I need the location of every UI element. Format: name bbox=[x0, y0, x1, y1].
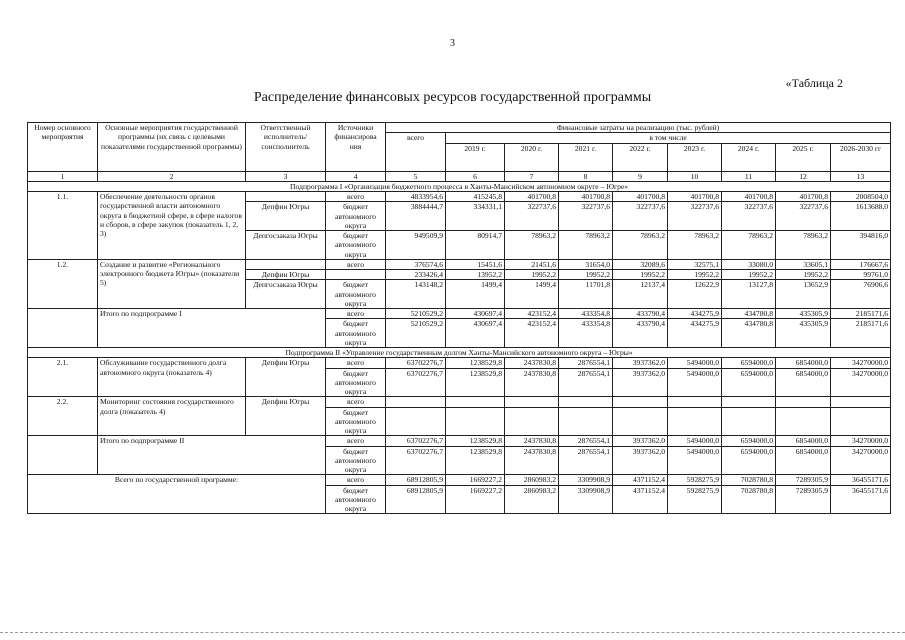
value-cell: 13952,2 bbox=[446, 270, 505, 280]
value-cell: 78963,2 bbox=[722, 231, 776, 260]
value-cell: 33080,0 bbox=[722, 259, 776, 269]
value-cell: 12622,9 bbox=[668, 280, 722, 309]
value-cell: 401700,8 bbox=[613, 192, 668, 202]
value-cell: 4371152,4 bbox=[613, 485, 668, 514]
value-cell: 6594000,0 bbox=[722, 358, 776, 368]
value-cell: 2876554,1 bbox=[559, 358, 613, 368]
source-cell: бюджет автономного округа bbox=[326, 319, 386, 348]
value-cell: 2437830,8 bbox=[505, 368, 559, 397]
value-cell: 2185171,6 bbox=[831, 309, 891, 319]
table-label: «Таблица 2 bbox=[785, 76, 843, 90]
source-cell: всего bbox=[326, 192, 386, 202]
value-cell: 1238529,8 bbox=[446, 436, 505, 446]
activity-name: Создание и развитие «Регионального электронного бюджета Югры» (показатели 5) bbox=[98, 259, 246, 308]
activity-name: Обеспечение деятельности органов государственной власти автономного округа в бюджетной сфере, в сфере налогов и сборов, в сфере закупок (показатель 1, 2, 3) bbox=[98, 192, 246, 260]
value-cell: 430697,4 bbox=[446, 309, 505, 319]
value-cell: 19952,2 bbox=[722, 270, 776, 280]
value-cell: 1669227,2 bbox=[446, 485, 505, 514]
value-cell: 322737,6 bbox=[559, 202, 613, 231]
value-cell: 12137,4 bbox=[613, 280, 668, 309]
value-cell: 2860983,2 bbox=[505, 475, 559, 485]
value-cell: 322737,6 bbox=[722, 202, 776, 231]
header-number: Номер основного мероприятия bbox=[28, 123, 98, 172]
page-number: 3 bbox=[450, 38, 455, 49]
value-cell: 78963,2 bbox=[613, 231, 668, 260]
value-cell: 34270000,0 bbox=[831, 368, 891, 397]
value-cell: 322737,6 bbox=[668, 202, 722, 231]
value-cell: 1499,4 bbox=[505, 280, 559, 309]
value-cell: 34270000,0 bbox=[831, 358, 891, 368]
value-cell: 5494000,0 bbox=[668, 446, 722, 475]
value-cell: 949509,9 bbox=[386, 231, 446, 260]
column-index: 1 bbox=[28, 171, 98, 181]
column-index: 3 bbox=[246, 171, 326, 181]
value-cell: 6594000,0 bbox=[722, 436, 776, 446]
value-cell: 6854000,0 bbox=[776, 368, 831, 397]
source-cell: всего bbox=[326, 309, 386, 319]
table-row bbox=[28, 358, 891, 368]
value-cell: 4833954,6 bbox=[386, 192, 446, 202]
activity-number bbox=[28, 309, 98, 348]
value-cell: 322737,6 bbox=[776, 202, 831, 231]
value-cell: 1669227,2 bbox=[446, 475, 505, 485]
value-cell: 13127,8 bbox=[722, 280, 776, 309]
source-cell: бюджет автономного округа bbox=[326, 231, 386, 260]
header-executor: Ответственный исполнитель/ соисполнитель bbox=[246, 123, 326, 172]
value-cell: 5494000,0 bbox=[668, 436, 722, 446]
value-cell: 5928275,9 bbox=[668, 485, 722, 514]
value-cell: 394816,0 bbox=[831, 231, 891, 260]
header-year: 2026-2030 гг bbox=[831, 143, 891, 171]
value-cell: 78963,2 bbox=[559, 231, 613, 260]
value-cell: 233426,4 bbox=[386, 270, 446, 280]
value-cell: 7028780,8 bbox=[722, 485, 776, 514]
column-index: 9 bbox=[613, 171, 668, 181]
value-cell: 21451,6 bbox=[505, 259, 559, 269]
value-cell: 4371152,4 bbox=[613, 475, 668, 485]
value-cell: 19952,2 bbox=[776, 270, 831, 280]
value-cell: 6854000,0 bbox=[776, 446, 831, 475]
value-cell: 6854000,0 bbox=[776, 358, 831, 368]
source-cell: бюджет автономного округа bbox=[326, 446, 386, 475]
source-cell: бюджет автономного округа bbox=[326, 202, 386, 231]
value-cell: 3937362,0 bbox=[613, 436, 668, 446]
header-including: в том числе bbox=[446, 133, 891, 143]
column-index: 8 bbox=[559, 171, 613, 181]
source-cell: бюджет автономного округа bbox=[326, 280, 386, 309]
header-year: 2023 г. bbox=[668, 143, 722, 171]
source-cell bbox=[326, 270, 386, 280]
value-cell: 1499,4 bbox=[446, 280, 505, 309]
table-row bbox=[28, 475, 891, 485]
value-cell: 434275,9 bbox=[668, 309, 722, 319]
value-cell: 434275,9 bbox=[668, 319, 722, 348]
value-cell: 3309908,9 bbox=[559, 475, 613, 485]
value-cell: 19952,2 bbox=[668, 270, 722, 280]
value-cell: 19952,2 bbox=[613, 270, 668, 280]
table-row bbox=[28, 436, 891, 446]
value-cell: 36455171,6 bbox=[831, 475, 891, 485]
column-index: 13 bbox=[831, 171, 891, 181]
value-cell: 376574,6 bbox=[386, 259, 446, 269]
executor-cell: Депфин Югры bbox=[246, 202, 326, 231]
value-cell: 76906,6 bbox=[831, 280, 891, 309]
activity-number: 1.2. bbox=[28, 259, 98, 308]
column-index: 7 bbox=[505, 171, 559, 181]
value-cell: 78963,2 bbox=[668, 231, 722, 260]
value-cell: 176667,6 bbox=[831, 259, 891, 269]
value-cell: 3884444,7 bbox=[386, 202, 446, 231]
executor-cell bbox=[246, 259, 326, 269]
value-cell: 3937362,0 bbox=[613, 446, 668, 475]
value-cell: 433790,4 bbox=[613, 309, 668, 319]
activity-number: 2.2. bbox=[28, 397, 98, 436]
value-cell: 32575,1 bbox=[668, 259, 722, 269]
value-cell: 7028780,8 bbox=[722, 475, 776, 485]
value-cell: 2876554,1 bbox=[559, 446, 613, 475]
value-cell: 423152,4 bbox=[505, 319, 559, 348]
value-cell: 1238529,8 bbox=[446, 368, 505, 397]
value-cell: 433790,4 bbox=[613, 319, 668, 348]
value-cell: 80914,7 bbox=[446, 231, 505, 260]
value-cell: 434780,8 bbox=[722, 319, 776, 348]
subtotal-label: Итого по подпрограмме II bbox=[98, 436, 326, 475]
value-cell: 2437830,8 bbox=[505, 436, 559, 446]
value-cell: 5494000,0 bbox=[668, 368, 722, 397]
value-cell: 1238529,8 bbox=[446, 358, 505, 368]
value-cell: 36455171,6 bbox=[831, 485, 891, 514]
header-year: 2024 г. bbox=[722, 143, 776, 171]
value-cell: 5210529,2 bbox=[386, 309, 446, 319]
value-cell: 34270000,0 bbox=[831, 446, 891, 475]
column-index: 4 bbox=[326, 171, 386, 181]
value-cell: 334331,1 bbox=[446, 202, 505, 231]
executor-cell: Депфин Югры bbox=[246, 397, 326, 436]
value-cell: 322737,6 bbox=[505, 202, 559, 231]
value-cell: 415245,8 bbox=[446, 192, 505, 202]
financial-resources-table bbox=[27, 122, 891, 514]
value-cell: 68912805,9 bbox=[386, 485, 446, 514]
column-index: 5 bbox=[386, 171, 446, 181]
value-cell: 31654,0 bbox=[559, 259, 613, 269]
column-index: 10 bbox=[668, 171, 722, 181]
subprogram-row bbox=[28, 181, 891, 191]
table-row bbox=[28, 397, 891, 407]
column-index: 11 bbox=[722, 171, 776, 181]
activity-number: 1.1. bbox=[28, 192, 98, 260]
value-cell: 2437830,8 bbox=[505, 358, 559, 368]
value-cell: 13652,9 bbox=[776, 280, 831, 309]
value-cell: 78963,2 bbox=[776, 231, 831, 260]
subprogram-row bbox=[28, 348, 891, 358]
activity-name: Мониторинг состояния государственного долга (показатель 4) bbox=[98, 397, 246, 436]
column-index: 12 bbox=[776, 171, 831, 181]
table-row bbox=[28, 309, 891, 319]
value-cell: 19952,2 bbox=[559, 270, 613, 280]
value-cell: 433354,8 bbox=[559, 309, 613, 319]
source-cell: всего bbox=[326, 358, 386, 368]
value-cell: 1613688,0 bbox=[831, 202, 891, 231]
value-cell: 3309908,9 bbox=[559, 485, 613, 514]
value-cell: 401700,8 bbox=[559, 192, 613, 202]
header-year: 2021 г. bbox=[559, 143, 613, 171]
header-year: 2022 г. bbox=[613, 143, 668, 171]
subprogram-2-title: Подпрограмма II «Управление государственным долгом Ханты-Мансийского автономного округа – Югры» bbox=[28, 348, 891, 358]
value-cell: 401700,8 bbox=[668, 192, 722, 202]
source-cell: всего bbox=[326, 397, 386, 407]
value-cell: 423152,4 bbox=[505, 309, 559, 319]
value-cell: 7289305,9 bbox=[776, 485, 831, 514]
column-index-row bbox=[28, 171, 891, 181]
activity-number: 2.1. bbox=[28, 358, 98, 397]
value-cell: 11701,8 bbox=[559, 280, 613, 309]
source-cell: бюджет автономного округа bbox=[326, 368, 386, 397]
value-cell: 434780,8 bbox=[722, 309, 776, 319]
value-cell: 2876554,1 bbox=[559, 436, 613, 446]
value-cell: 32089,6 bbox=[613, 259, 668, 269]
header-costs: Финансовые затраты на реализацию (тыс. рублей) bbox=[386, 123, 891, 133]
table-row bbox=[28, 192, 891, 202]
value-cell: 3937362,0 bbox=[613, 358, 668, 368]
value-cell: 5494000,0 bbox=[668, 358, 722, 368]
value-cell: 19952,2 bbox=[505, 270, 559, 280]
value-cell: 433354,8 bbox=[559, 319, 613, 348]
value-cell: 78963,2 bbox=[505, 231, 559, 260]
header-row bbox=[28, 123, 891, 133]
value-cell: 2008504,0 bbox=[831, 192, 891, 202]
value-cell: 34270000,0 bbox=[831, 436, 891, 446]
value-cell: 401700,8 bbox=[722, 192, 776, 202]
column-index: 6 bbox=[446, 171, 505, 181]
value-cell: 6854000,0 bbox=[776, 436, 831, 446]
value-cell: 63702276,7 bbox=[386, 436, 446, 446]
value-cell: 2876554,1 bbox=[559, 368, 613, 397]
value-cell: 435305,9 bbox=[776, 309, 831, 319]
value-cell: 3937362,0 bbox=[613, 368, 668, 397]
header-year: 2025 г. bbox=[776, 143, 831, 171]
header-year: 2019 г. bbox=[446, 143, 505, 171]
subtotal-label: Итого по подпрограмме I bbox=[98, 309, 326, 348]
activity-number bbox=[28, 436, 98, 475]
header-activities: Основные мероприятия государственной программы (их связь с целевыми показателями государственной программы) bbox=[98, 123, 246, 172]
executor-cell: Депгосзаказа Югры bbox=[246, 280, 326, 309]
source-cell: всего bbox=[326, 475, 386, 485]
value-cell: 401700,8 bbox=[776, 192, 831, 202]
page-bottom-edge bbox=[0, 632, 905, 633]
activity-name: Обслуживание государственного долга автономного округа (показатель 4) bbox=[98, 358, 246, 397]
value-cell: 15451,6 bbox=[446, 259, 505, 269]
header-sources: Источники финансирова ния bbox=[326, 123, 386, 172]
column-index: 2 bbox=[98, 171, 246, 181]
executor-cell: Депфин Югры bbox=[246, 270, 326, 280]
value-cell: 2185171,6 bbox=[831, 319, 891, 348]
value-cell: 322737,6 bbox=[613, 202, 668, 231]
subprogram-1-title: Подпрограмма I «Организация бюджетного процесса в Ханты-Мансийском автономном округе – Югре» bbox=[28, 181, 891, 191]
value-cell: 2860983,2 bbox=[505, 485, 559, 514]
value-cell: 5210529,2 bbox=[386, 319, 446, 348]
executor-cell bbox=[246, 192, 326, 202]
source-cell: бюджет автономного округа bbox=[326, 407, 386, 436]
document-title: Распределение финансовых ресурсов государственной программы bbox=[253, 90, 652, 105]
executor-cell: Депфин Югры bbox=[246, 358, 326, 397]
executor-cell: Депгосзаказа Югры bbox=[246, 231, 326, 260]
value-cell: 401700,8 bbox=[505, 192, 559, 202]
value-cell: 435305,9 bbox=[776, 319, 831, 348]
source-cell: всего bbox=[326, 436, 386, 446]
value-cell: 63702276,7 bbox=[386, 358, 446, 368]
value-cell: 143148,2 bbox=[386, 280, 446, 309]
source-cell: бюджет автономного округа bbox=[326, 485, 386, 514]
value-cell: 2437830,8 bbox=[505, 446, 559, 475]
value-cell: 430697,4 bbox=[446, 319, 505, 348]
value-cell: 68912805,9 bbox=[386, 475, 446, 485]
value-cell: 6594000,0 bbox=[722, 446, 776, 475]
value-cell: 63702276,7 bbox=[386, 368, 446, 397]
value-cell: 63702276,7 bbox=[386, 446, 446, 475]
source-cell: всего bbox=[326, 259, 386, 269]
value-cell: 1238529,8 bbox=[446, 446, 505, 475]
value-cell: 33605,1 bbox=[776, 259, 831, 269]
value-cell: 6594000,0 bbox=[722, 368, 776, 397]
header-total: всего bbox=[386, 133, 446, 171]
value-cell: 99761,0 bbox=[831, 270, 891, 280]
program-total-label: Всего по государственной программе: bbox=[28, 475, 326, 514]
header-year: 2020 г. bbox=[505, 143, 559, 171]
value-cell: 5928275,9 bbox=[668, 475, 722, 485]
value-cell: 7289305,9 bbox=[776, 475, 831, 485]
table-row bbox=[28, 259, 891, 269]
